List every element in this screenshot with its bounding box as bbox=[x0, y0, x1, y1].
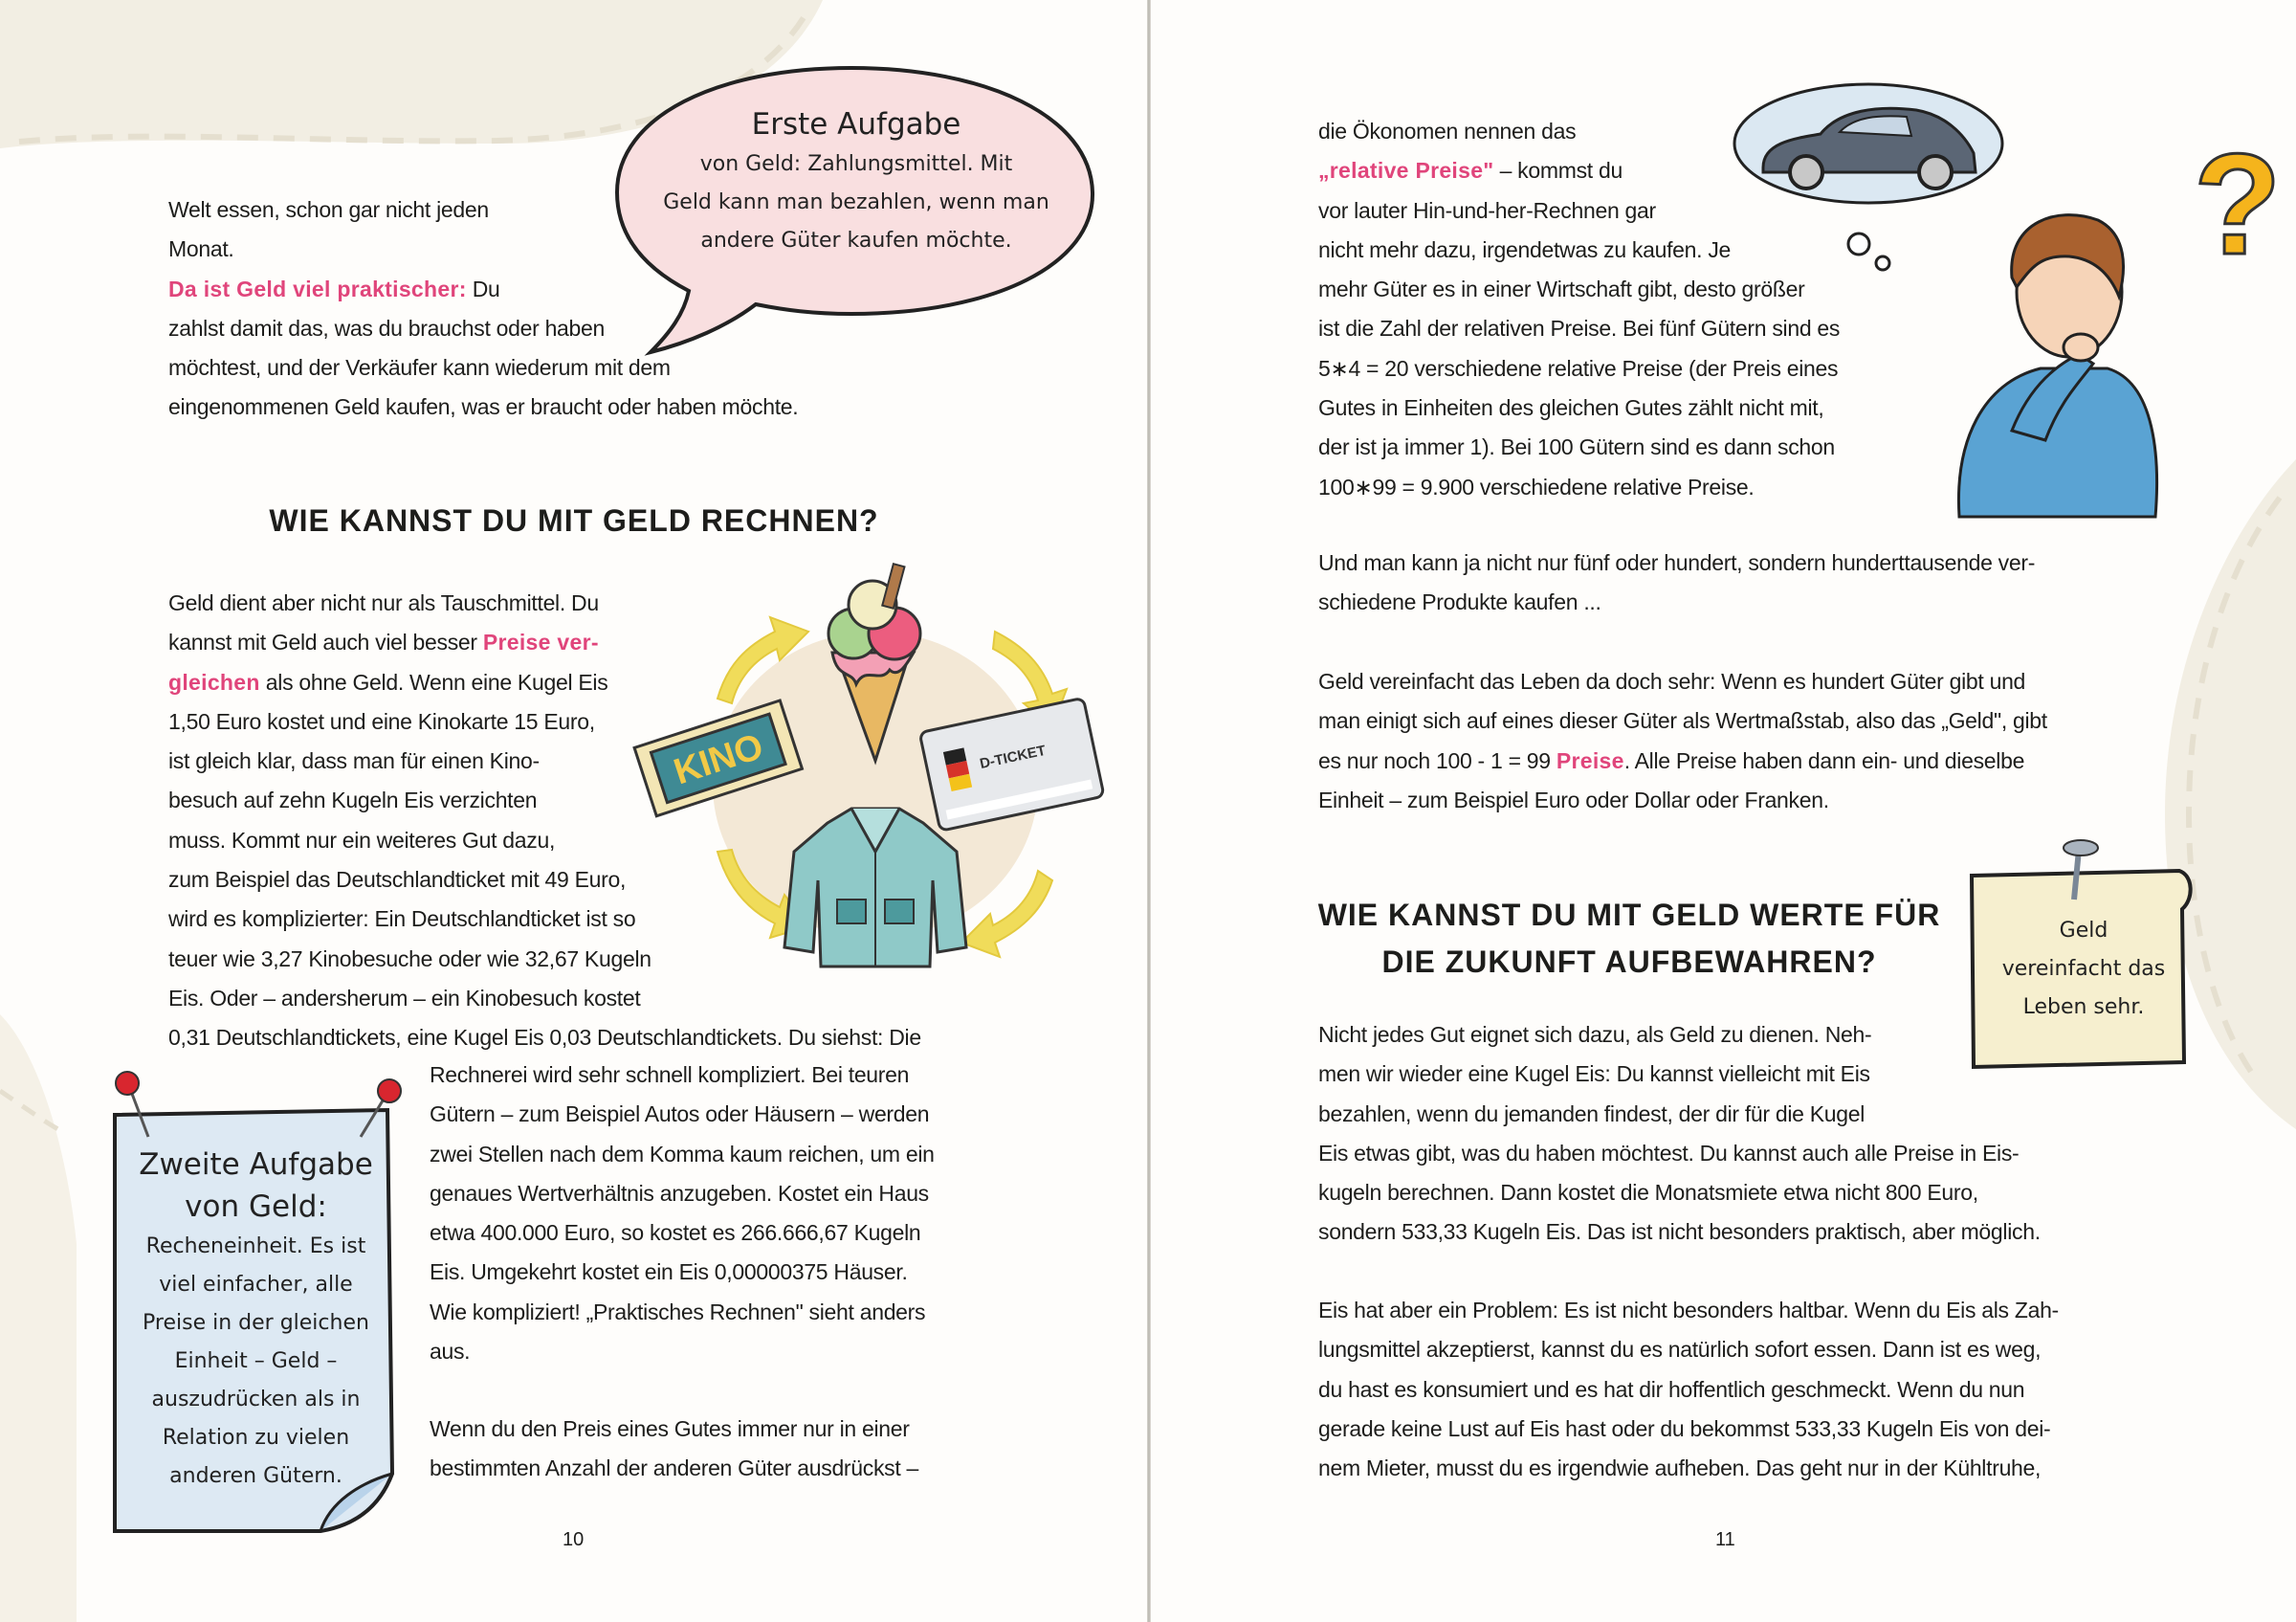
text-segment: Du bbox=[466, 276, 500, 301]
text-line: sondern 533,33 Kugeln Eis. Das ist nicht besonders praktisch, aber möglich. bbox=[1318, 1219, 2041, 1245]
text-line: Rechnerei wird sehr schnell kompliziert. Bei teuren bbox=[430, 1062, 910, 1087]
text-line: wird es komplizierter: Ein Deutschlandticket ist so bbox=[168, 906, 636, 932]
speech-bubble-line: andere Güter kaufen möchte. bbox=[700, 229, 1012, 253]
text-line: Monat. bbox=[168, 236, 234, 262]
note-line: Preise in der gleichen bbox=[143, 1311, 369, 1335]
emphasized-term: Preise ver- bbox=[482, 630, 599, 655]
text-line: Nicht jedes Gut eignet sich dazu, als Geld zu dienen. Neh- bbox=[1318, 1022, 1872, 1047]
section-heading: WIE KANNST DU MIT GELD RECHNEN? bbox=[269, 503, 879, 538]
note-line: viel einfacher, alle bbox=[159, 1273, 353, 1297]
text-segment: kannst mit Geld auch viel besser bbox=[168, 630, 483, 655]
text-segment: als ohne Geld. Wenn eine Kugel Eis bbox=[259, 669, 608, 695]
note-line: Geld bbox=[2059, 919, 2108, 943]
text-line: zum Beispiel das Deutschlandticket mit 49 Euro, bbox=[168, 867, 627, 893]
paragraph-ice-problem bbox=[1318, 1291, 2059, 1488]
right-page bbox=[1151, 0, 2296, 1622]
note-line: Relation zu vielen bbox=[162, 1426, 350, 1450]
text-line: besuch auf zehn Kugeln Eis verzichten bbox=[168, 788, 538, 813]
text-line: nicht mehr dazu, irgendetwas zu kaufen. Je bbox=[1318, 236, 1732, 262]
text-line: ist gleich klar, dass man für einen Kino- bbox=[168, 748, 540, 774]
text-line: 1,50 Euro kostet und eine Kinokarte 15 Euro, bbox=[168, 708, 595, 734]
text-segment: . Alle Preise haben dann ein- und dieselbe bbox=[1623, 747, 2025, 773]
text-line: zahlst damit das, was du brauchst oder haben bbox=[168, 315, 606, 341]
text-line: Und man kann ja nicht nur fünf oder hundert, sondern hunderttausende ver- bbox=[1318, 550, 2036, 575]
text-line: 100∗99 = 9.900 verschiedene relative Preise. bbox=[1318, 474, 1755, 500]
pin-icon bbox=[378, 1079, 401, 1102]
speech-bubble-title: Erste Aufgabe bbox=[751, 107, 961, 142]
kino-label: KINO bbox=[669, 726, 768, 793]
text-line: zwei Stellen nach dem Komma kaum reichen, um ein bbox=[430, 1141, 935, 1167]
text-line: man einigt sich auf eines dieser Güter als Wertmaßstab, also das „Geld", gibt bbox=[1318, 708, 2047, 734]
note-line: Recheneinheit. Es ist bbox=[145, 1234, 366, 1258]
speech-bubble-line: Geld kann man bezahlen, wenn man bbox=[663, 190, 1049, 214]
page-number: 11 bbox=[1715, 1529, 1735, 1550]
text-segment: es nur noch 100 - 1 = 99 bbox=[1318, 747, 1556, 773]
text-line: Gutes in Einheiten des gleichen Gutes zählt nicht mit, bbox=[1318, 395, 1824, 421]
speech-bubble-text bbox=[622, 103, 1091, 260]
text-line: möchtest, und der Verkäufer kann wiederum mit dem bbox=[168, 355, 671, 381]
text-line: 5∗4 = 20 verschiedene relative Preise (der Preis eines bbox=[1318, 355, 1839, 381]
text-line: Eis hat aber ein Problem: Es ist nicht besonders haltbar. Wenn du Eis als Zah- bbox=[1318, 1298, 2059, 1322]
text-line: Eis. Umgekehrt kostet ein Eis 0,00000375 Häuser. bbox=[430, 1259, 908, 1285]
note-line: auszudrücken als in bbox=[151, 1388, 361, 1411]
text-line: muss. Kommt nur ein weiteres Gut dazu, bbox=[168, 827, 556, 853]
heading-line: DIE ZUKUNFT AUFBEWAHREN? bbox=[1381, 944, 1877, 979]
text-line: eingenommenen Geld kaufen, was er braucht oder haben möchte. bbox=[168, 394, 799, 420]
text-line: Eis etwas gibt, was du haben möchtest. Du kannst auch alle Preise in Eis- bbox=[1318, 1140, 2020, 1166]
thought-bubble-car-icon bbox=[1734, 84, 2002, 270]
text-line: die Ökonomen nennen das bbox=[1318, 119, 1577, 144]
text-line: du hast es konsumiert und es hat dir hoffentlich geschmeckt. Wenn du nun bbox=[1318, 1376, 2025, 1402]
text-line: Einheit – zum Beispiel Euro oder Dollar oder Franken. bbox=[1318, 787, 1829, 812]
emphasized-term: Preise bbox=[1556, 747, 1624, 773]
text-line: mehr Güter es in einer Wirtschaft gibt, desto größer bbox=[1318, 277, 1805, 302]
text-line: teuer wie 3,27 Kinobesuche oder wie 32,67 Kugeln bbox=[168, 945, 651, 971]
paragraph-many-products bbox=[1318, 544, 2035, 623]
note-title: Zweite Aufgabe bbox=[139, 1147, 373, 1182]
emphasized-term: Da ist Geld viel praktischer: bbox=[168, 276, 467, 301]
note-line: Leben sehr. bbox=[2022, 995, 2145, 1019]
paragraph-not-every-good bbox=[1318, 1015, 2041, 1253]
text-line: Eis. Oder – andersherum – ein Kinobesuch kostet bbox=[168, 985, 641, 1011]
text-line bbox=[1318, 742, 2047, 781]
text-line: der ist ja immer 1). Bei 100 Gütern sind es dann schon bbox=[1318, 434, 1835, 460]
text-line: aus. bbox=[430, 1339, 471, 1365]
text-line: nem Mieter, musst du es irgendwie aufheben. Das geht nur in der Kühltruhe, bbox=[1318, 1455, 2042, 1481]
text-line: vor lauter Hin-und-her-Rechnen gar bbox=[1318, 197, 1656, 223]
text-segment: – kommst du bbox=[1493, 158, 1623, 184]
note-line: vereinfacht das bbox=[2001, 957, 2166, 981]
text-line: Wenn du den Preis eines Gutes immer nur in einer bbox=[430, 1416, 910, 1441]
note-title: von Geld: bbox=[185, 1189, 327, 1224]
thinking-boy-icon bbox=[1958, 215, 2156, 517]
paragraph-complexity bbox=[430, 1055, 935, 1371]
text-line: gerade keine Lust auf Eis hast oder du bekommst 533,33 Kugeln Eis von dei- bbox=[1318, 1415, 2051, 1441]
text-line: Geld dient aber nicht nur als Tauschmittel. Du bbox=[168, 590, 599, 615]
pin-icon bbox=[116, 1072, 139, 1095]
thinking-boy-illustration bbox=[1725, 77, 2282, 536]
text-line: Welt essen, schon gar nicht jeden bbox=[168, 197, 489, 222]
heading-line: WIE KANNST DU MIT GELD WERTE FÜR bbox=[1317, 898, 1941, 932]
text-line: bestimmten Anzahl der anderen Güter ausdrückst – bbox=[430, 1455, 919, 1481]
text-line: Geld vereinfacht das Leben da doch sehr: Wenn es hundert Güter gibt und bbox=[1318, 669, 2026, 694]
note-line: anderen Gütern. bbox=[169, 1464, 342, 1488]
d-ticket-label: D-TICKET bbox=[978, 742, 1048, 773]
text-line: Wie kompliziert! „Praktisches Rechnen" sieht anders bbox=[430, 1299, 926, 1324]
text-line: genaues Wertverhältnis anzugeben. Kostet ein Haus bbox=[430, 1180, 929, 1206]
pinned-note-text bbox=[115, 1144, 397, 1496]
page-number: 10 bbox=[563, 1529, 585, 1550]
text-line: etwa 400.000 Euro, so kostet es 266.666,67 Kugeln bbox=[430, 1220, 921, 1246]
text-line: Gütern – zum Beispiel Autos oder Häusern – werden bbox=[430, 1101, 930, 1127]
emphasized-term: „relative Preise" bbox=[1318, 158, 1494, 184]
goods-cycle-illustration bbox=[631, 565, 1129, 986]
text-line: ist die Zahl der relativen Preise. Bei fünf Gütern sind es bbox=[1318, 316, 1841, 342]
text-line: kugeln berechnen. Dann kostet die Monatsmiete etwa nicht 800 Euro, bbox=[1318, 1180, 1978, 1206]
nailed-note-text bbox=[1974, 912, 2194, 1027]
question-mark-icon: ? bbox=[2194, 123, 2282, 284]
text-line: bezahlen, wenn du jemanden findest, der dir für die Kugel bbox=[1318, 1100, 1866, 1126]
text-line: lungsmittel akzeptierst, kannst du es natürlich sofort essen. Dann ist es weg, bbox=[1318, 1337, 2042, 1363]
note-line: Einheit – Geld – bbox=[174, 1349, 338, 1373]
text-line: 0,31 Deutschlandtickets, eine Kugel Eis 0,03 Deutschlandtickets. Du siehst: Die bbox=[168, 1025, 921, 1051]
text-line: men wir wieder eine Kugel Eis: Du kannst vielleicht mit Eis bbox=[1318, 1061, 1870, 1087]
text-line: schiedene Produkte kaufen ... bbox=[1318, 589, 1601, 615]
speech-bubble-line: von Geld: Zahlungsmittel. Mit bbox=[699, 152, 1013, 176]
section-heading bbox=[1314, 892, 1945, 986]
emphasized-term: gleichen bbox=[168, 669, 260, 695]
paragraph-simplifies bbox=[1318, 662, 2047, 820]
paragraph-continued bbox=[430, 1410, 918, 1489]
